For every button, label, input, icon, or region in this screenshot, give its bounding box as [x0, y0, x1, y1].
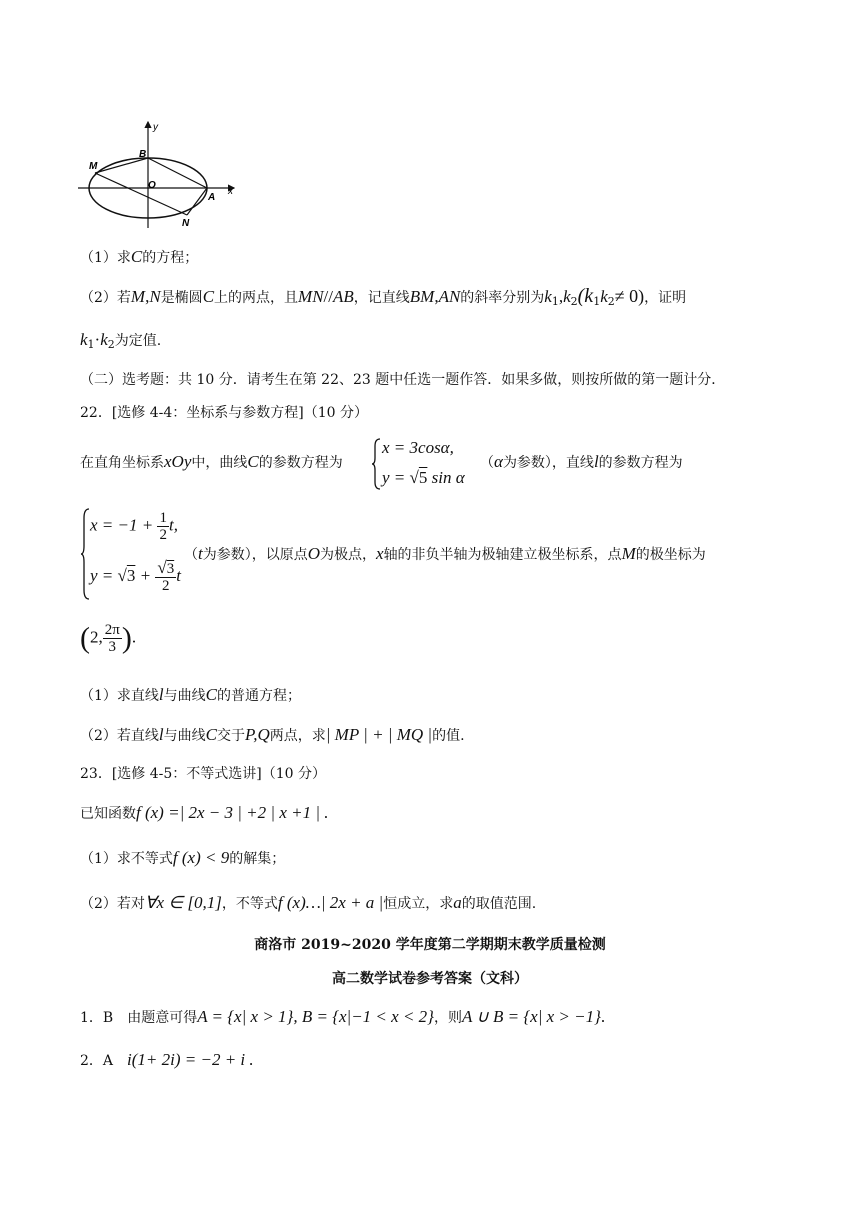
label-a: A — [208, 192, 216, 203]
curve-eq-y: y = √5 sin α — [382, 468, 465, 487]
curve-brace — [371, 438, 381, 490]
label-b: B — [139, 149, 147, 160]
line-eq-x: x = −1 + $\frac{1}{2}$ t, — [90, 510, 178, 543]
label-n: N — [182, 218, 190, 229]
q23-part2: （2）若对∀x ∈ [0,1]，不等式f (x)…| 2x + a |恒成立，求a的取值范围. — [80, 893, 537, 912]
q23-line1: 已知函数f (x) =| 2x − 3 | +2 | x +1 | . — [80, 803, 329, 822]
q22-line1: 在直角坐标系xOy中，曲线C的参数方程为 — [80, 452, 343, 471]
q23-part1: （1）求不等式f (x) < 9的解集； — [80, 848, 286, 867]
q22-part1: （1）求直线l与曲线C的普通方程； — [80, 685, 301, 704]
q23-title: 23．[选修 4-5：不等式选讲]（10 分） — [80, 766, 326, 782]
q22-line1-cont: （α为参数），直线l的参数方程为 — [480, 452, 683, 471]
answer-2: 2．A i(1+ 2i) = −2 + i . — [80, 1050, 254, 1069]
segment-mn — [95, 173, 187, 215]
q21-part2: （2）若M,N是椭圆C上的两点，且MN//AB，记直线BM,AN的斜率分别为$k_1,k_2(k_1k_2\ne 0)$，证明 — [80, 285, 687, 308]
segment-an — [187, 188, 207, 215]
label-y: y — [153, 122, 158, 133]
q22-part2: （2）若直线l与曲线C交于P,Q两点，求| MP | + | MQ |的值. — [80, 725, 465, 744]
label-x: x — [228, 186, 233, 197]
segment-bm — [95, 158, 148, 173]
curve-eq-x: x = 3cosα, — [382, 438, 454, 457]
q21-part2-cont: $k_1\cdot k_2$为定值. — [80, 330, 162, 351]
q22-title: 22．[选修 4-4：坐标系与参数方程]（10 分） — [80, 405, 368, 421]
answers-heading-2: 高二数学试卷参考答案（文科） — [332, 971, 528, 987]
line-eq-y: y = √3 + $\frac{√3}{2}$ t — [90, 558, 181, 594]
answers-heading-1: 商洛市 2019~2020 学年度第二学期期末教学质量检测 — [254, 937, 606, 953]
ellipse-figure — [78, 118, 248, 230]
section2-instructions: （二）选考题：共 10 分．请考生在第 22、23 题中任选一题作答．如果多做，则按所做的第一题计分． — [80, 372, 726, 388]
line-brace — [80, 508, 90, 600]
polar-coordinate: (2, $\frac{2\pi}{3}$ ). — [80, 621, 137, 655]
answer-1: 1．B 由题意可得A = {x| x > 1}, B = {x|−1 < x < 2}，则A ∪ B = {x| x > −1}. — [80, 1007, 606, 1026]
q21-part1: （1）求C的方程； — [80, 247, 199, 266]
q22-line2: （t为参数），以原点O为极点，x轴的非负半轴为极轴建立极坐标系，点M的极坐标为 — [184, 544, 706, 563]
label-o: O — [148, 180, 156, 191]
label-m: M — [89, 161, 98, 172]
